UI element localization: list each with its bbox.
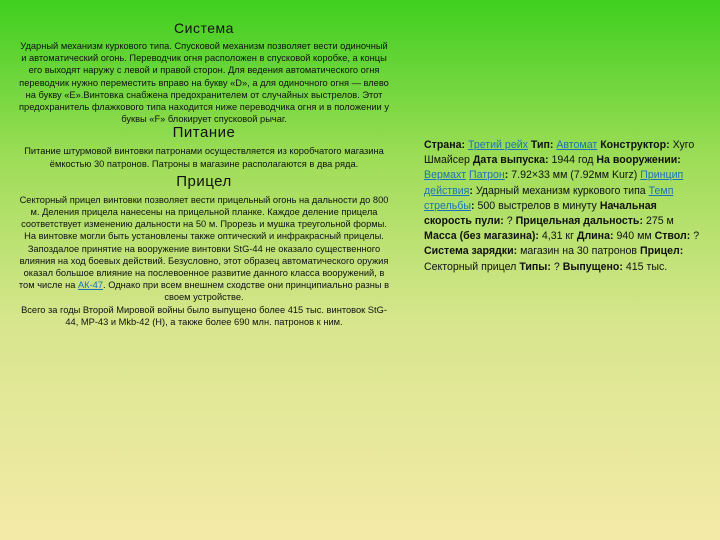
- system-heading: Система: [174, 20, 234, 36]
- range-label: Прицельная дальность:: [515, 215, 643, 228]
- action-value: Ударный механизм куркового типа: [475, 184, 646, 197]
- production-text: Всего за годы Второй Мировой войны было выпущено более 415 тыс. винтовок StG-44, MP-43 и Mkb-42 (H), а также более 690 млн. патронов к ним.: [21, 304, 387, 327]
- service-label: На вооружении:: [596, 154, 681, 167]
- sight-value: Секторный прицел: [424, 260, 517, 273]
- cartridge-value: 7.92×33 мм (7.92мм Kurz): [511, 169, 638, 182]
- designer-label: Конструктор:: [600, 139, 670, 151]
- feed-system-value: магазин на 30 патронов: [520, 245, 638, 258]
- produced-value: 415 тыс.: [625, 260, 668, 273]
- length-value: 940 мм: [616, 230, 652, 243]
- service-link[interactable]: Вермахт: [424, 169, 467, 182]
- rate-value: 500 выстрелов в минуту: [477, 199, 597, 212]
- system-text: Ударный механизм куркового типа. Спусковой механизм позволяет вести одиночный и автоматический огонь. Переводчик огня расположен в спусковой коробке, а концы его выходят наружу с левой и правой сторон. Для ведения автоматического огня переводчик нужно переместить вправо на букву «D», а для одиночного огня — влево на букву «E».Винтовка снабжена предохранителем от случайных выстрелов. Этот предохранитель флажкового типа находится ниже переводчика огня и в положении у буквы «F» блокирует спусковой рычаг.: [19, 41, 389, 125]
- cartridge-link[interactable]: Патрон: [469, 169, 505, 182]
- specs-column: Страна: Третий рейх Тип: Автомат Конструктор: Хуго Шмайсер Дата выпуска: 1944 год На вооружении: Вермахт Патрон: 7.92×33 мм (7.92мм Kurz) Принцип действия: Ударный механизм куркового типа Темп стрельбы: 500 выстрелов в минуту Начальная скорость пули: ? Прицельная дальность: 275 м Масса (без магазина): 4,31 кг Длина: 940 мм Ствол: ? Система зарядки: магазин на 30 патронов Прицел: Секторный прицел Типы: ? Выпущено: 415 тыс.: [424, 139, 700, 273]
- types-value: ?: [553, 260, 560, 273]
- mass-value: 4,31 кг: [541, 230, 574, 243]
- sight-heading: Прицел: [176, 172, 232, 190]
- barrel-label: Ствол:: [654, 230, 691, 243]
- type-link[interactable]: Автомат: [556, 139, 598, 151]
- feed-text: Питание штурмовой винтовки патронами осуществляется из коробчатого магазина ёмкостью 30 патронов. Патроны в магазине располагаются в два ряда.: [24, 146, 384, 169]
- velocity-label: Начальная скорость пули:: [424, 199, 657, 228]
- range-value: 275 м: [645, 215, 674, 228]
- date-label: Дата выпуска:: [472, 154, 549, 167]
- sight-label: Прицел:: [640, 245, 684, 258]
- sight-text-part1: Секторный прицел винтовки позволяет вести прицельный огонь на дальности до 800 м. Деления прицела нанесены на прицельной планке. Каждое деление прицела соответствует изменению дальности на 50 м. Прорезь и мушка треугольной формы. На винтовке могли быть установлены также оптический и инфракрасный прицелы. Запоздалое принятие на вооружение винтовки StG-44 не оказало существенного влияния на ход боевых действий. Безусловно, этот образец автоматического оружия оказал большое влияние на послевоенное развитие данного класса вооружений, в том числе на: [18, 194, 389, 291]
- type-label: Тип:: [530, 139, 554, 151]
- mass-label: Масса (без магазина):: [424, 230, 539, 243]
- rate-link[interactable]: Темп стрельбы: [424, 184, 674, 212]
- produced-label: Выпущено:: [562, 260, 623, 273]
- sight-text-part2: . Однако при всем внешнем сходстве они принципиально разны в своем устройстве.: [103, 280, 390, 303]
- ak47-link[interactable]: АК-47: [77, 280, 104, 291]
- types-label: Типы:: [519, 260, 551, 273]
- description-column: [18, 20, 390, 328]
- sight-text: [18, 194, 390, 304]
- country-label: Страна:: [424, 139, 466, 151]
- feed-heading: Питание: [172, 124, 236, 142]
- date-value: 1944 год: [551, 154, 594, 167]
- designer-value: Хуго Шмайсер: [424, 139, 695, 167]
- length-label: Длина:: [576, 230, 614, 243]
- country-link[interactable]: Третий рейх: [467, 139, 528, 151]
- barrel-value: ?: [693, 230, 700, 243]
- velocity-value: ?: [506, 215, 513, 228]
- feed-system-label: Система зарядки:: [424, 245, 518, 258]
- action-link[interactable]: Принцип действия: [424, 169, 684, 197]
